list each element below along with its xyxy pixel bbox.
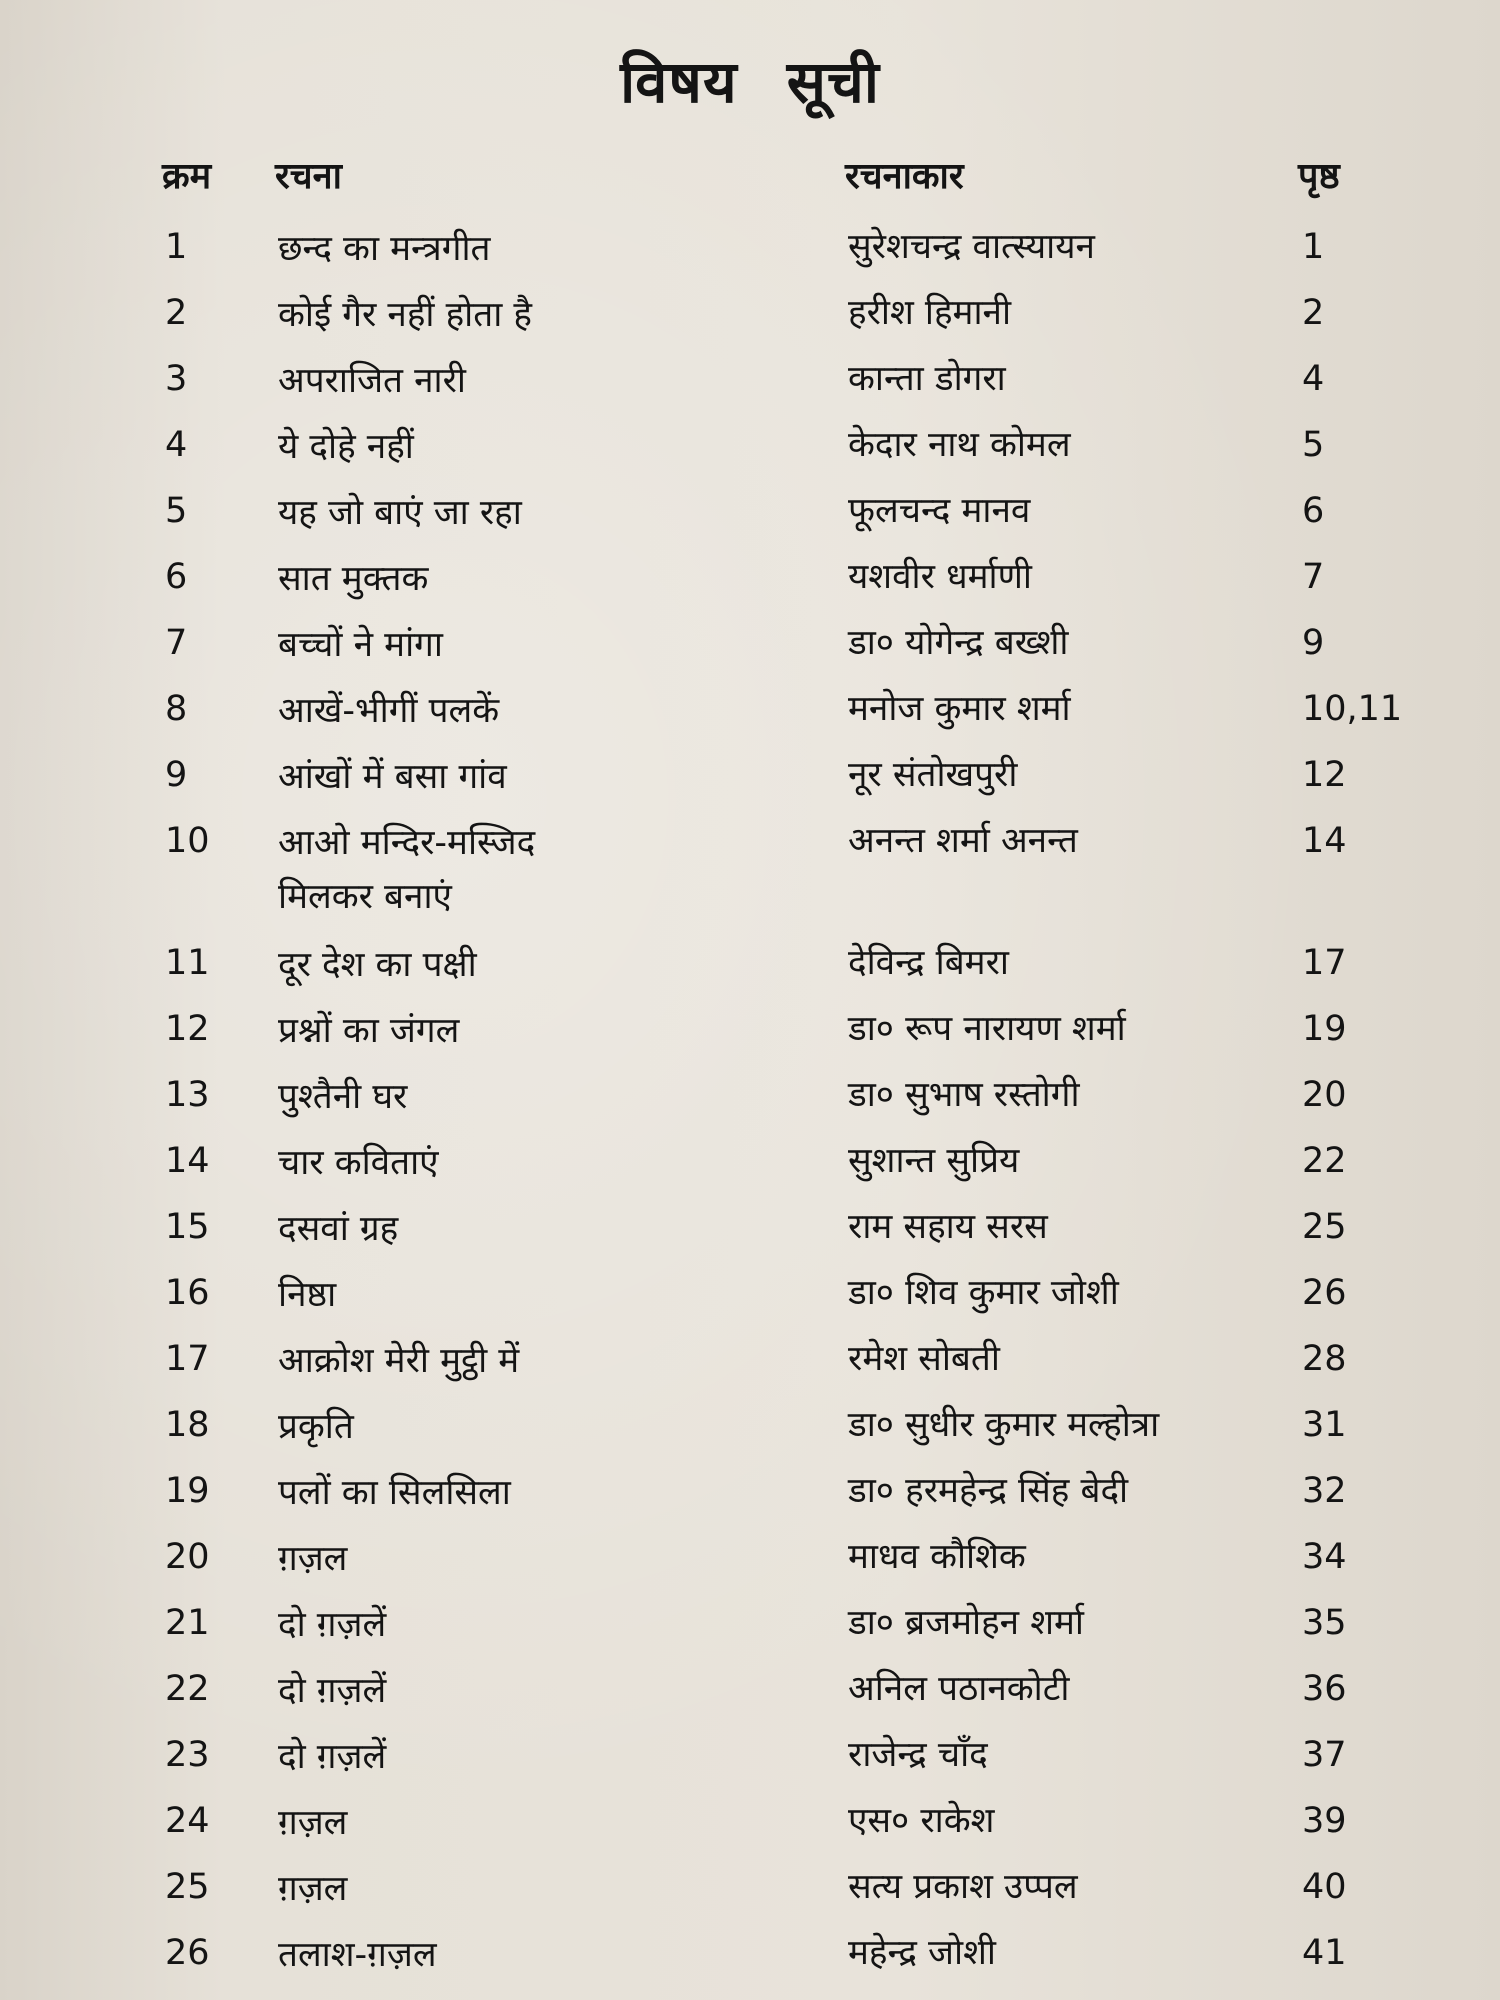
entry-number: 9 — [165, 755, 188, 795]
entry-work: प्रकृति — [278, 1407, 354, 1447]
contents-row — [0, 750, 1500, 816]
contents-row — [0, 354, 1500, 420]
entry-work: अपराजित नारी — [278, 361, 466, 401]
entry-page: 1 — [1302, 227, 1325, 267]
entry-work: पलों का सिलसिला — [278, 1473, 511, 1513]
contents-row — [0, 618, 1500, 684]
entry-page: 40 — [1302, 1867, 1347, 1907]
page-title: विषय सूची — [620, 48, 880, 116]
entry-author: डा० सुधीर कुमार मल्होत्रा — [848, 1405, 1160, 1445]
entry-work: कोई गैर नहीं होता है — [278, 295, 532, 335]
entry-work: आक्रोश मेरी मुट्ठी में — [278, 1341, 520, 1381]
entry-work: दो ग़ज़लें — [278, 1737, 387, 1777]
entry-page: 35 — [1302, 1603, 1347, 1643]
entry-page: 32 — [1302, 1471, 1347, 1511]
entry-work: दूर देश का पक्षी — [278, 945, 477, 985]
entry-page: 25 — [1302, 1207, 1347, 1247]
contents-row — [0, 552, 1500, 618]
entry-number: 20 — [165, 1537, 210, 1577]
entry-number: 15 — [165, 1207, 210, 1247]
entry-number: 3 — [165, 359, 188, 399]
entry-number: 22 — [165, 1669, 210, 1709]
entry-page: 12 — [1302, 755, 1347, 795]
entry-work: ग़ज़ल — [278, 1869, 348, 1909]
entry-number: 17 — [165, 1339, 210, 1379]
entry-work: दसवां ग्रह — [278, 1209, 399, 1249]
entry-page: 20 — [1302, 1075, 1347, 1115]
entry-author: एस० राकेश — [848, 1801, 995, 1841]
contents-row — [0, 486, 1500, 552]
entry-author: महेन्द्र जोशी — [848, 1933, 996, 1973]
entry-work: ग़ज़ल — [278, 1803, 348, 1843]
entry-number: 13 — [165, 1075, 210, 1115]
entry-work: निष्ठा — [278, 1275, 337, 1315]
entry-page: 14 — [1302, 821, 1347, 861]
header-page: पृष्ठ — [1298, 156, 1340, 197]
entry-author: डा० हरमहेन्द्र सिंह बेदी — [848, 1471, 1129, 1511]
entry-number: 25 — [165, 1867, 210, 1907]
entry-number: 8 — [165, 689, 188, 729]
contents-row — [0, 1796, 1500, 1862]
contents-row — [0, 222, 1500, 288]
entry-author: अनिल पठानकोटी — [848, 1669, 1070, 1709]
entry-number: 23 — [165, 1735, 210, 1775]
entry-work: आओ मन्दिर-मस्जिद मिलकर बनाएं — [278, 823, 536, 917]
entry-page: 2 — [1302, 293, 1325, 333]
contents-row — [0, 1862, 1500, 1928]
entry-work: तलाश-ग़ज़ल — [278, 1935, 437, 1975]
entry-page: 26 — [1302, 1273, 1347, 1313]
entry-number: 16 — [165, 1273, 210, 1313]
entry-work: पुश्तैनी घर — [278, 1077, 408, 1117]
entry-work: ये दोहे नहीं — [278, 427, 414, 467]
entry-work: आखें-भीगीं पलकें — [278, 691, 500, 731]
entry-number: 19 — [165, 1471, 210, 1511]
entry-page: 17 — [1302, 943, 1347, 983]
entry-page: 4 — [1302, 359, 1325, 399]
contents-row — [0, 1466, 1500, 1532]
header-author: रचनाकार — [845, 156, 964, 197]
entry-page: 19 — [1302, 1009, 1347, 1049]
entry-work: छन्द का मन्त्रगीत — [278, 229, 491, 269]
entry-page: 10,11 — [1302, 689, 1403, 729]
contents-row — [0, 1730, 1500, 1796]
entry-page: 5 — [1302, 425, 1325, 465]
entry-number: 5 — [165, 491, 188, 531]
entry-page: 31 — [1302, 1405, 1347, 1445]
entry-number: 12 — [165, 1009, 210, 1049]
entry-author: कान्ता डोगरा — [848, 359, 1006, 399]
entry-number: 6 — [165, 557, 188, 597]
entry-author: फूलचन्द मानव — [848, 491, 1031, 531]
entry-author: सुरेशचन्द्र वात्स्यायन — [848, 227, 1095, 267]
entry-number: 7 — [165, 623, 188, 663]
contents-row — [0, 288, 1500, 354]
entry-number: 10 — [165, 821, 210, 861]
entry-work: आंखों में बसा गांव — [278, 757, 507, 797]
contents-row — [0, 1598, 1500, 1664]
entry-author: अनन्त शर्मा अनन्त — [848, 821, 1078, 861]
entry-work: चार कविताएं — [278, 1143, 439, 1183]
contents-row — [0, 1268, 1500, 1334]
entry-number: 18 — [165, 1405, 210, 1445]
contents-row — [0, 1202, 1500, 1268]
entry-author: नूर संतोखपुरी — [848, 755, 1018, 795]
entry-number: 26 — [165, 1933, 210, 1973]
entry-page: 37 — [1302, 1735, 1347, 1775]
header-number: क्रम — [162, 156, 212, 197]
entry-number: 24 — [165, 1801, 210, 1841]
entry-author: केदार नाथ कोमल — [848, 425, 1071, 465]
contents-row — [0, 816, 1500, 938]
contents-list — [0, 222, 1500, 1994]
entry-work: बच्चों ने मांगा — [278, 625, 443, 665]
entry-page: 39 — [1302, 1801, 1347, 1841]
contents-row — [0, 1664, 1500, 1730]
entry-author: राजेन्द्र चाँद — [848, 1735, 988, 1775]
contents-row — [0, 1400, 1500, 1466]
entry-page: 41 — [1302, 1933, 1347, 1973]
entry-author: सत्य प्रकाश उप्पल — [848, 1867, 1078, 1907]
table-header — [0, 150, 1500, 210]
entry-author: मनोज कुमार शर्मा — [848, 689, 1071, 729]
entry-author: माधव कौशिक — [848, 1537, 1026, 1577]
entry-author: देविन्द्र बिमरा — [848, 943, 1009, 983]
entry-author: यशवीर धर्माणी — [848, 557, 1032, 597]
entry-author: डा० योगेन्द्र बख्शी — [848, 623, 1069, 663]
header-work: रचना — [275, 156, 342, 197]
entry-work: प्रश्नों का जंगल — [278, 1011, 460, 1051]
entry-page: 7 — [1302, 557, 1325, 597]
entry-author: राम सहाय सरस — [848, 1207, 1048, 1247]
entry-author: डा० ब्रजमोहन शर्मा — [848, 1603, 1084, 1643]
contents-row — [0, 684, 1500, 750]
contents-row — [0, 1004, 1500, 1070]
entry-number: 14 — [165, 1141, 210, 1181]
contents-row — [0, 420, 1500, 486]
entry-work: सात मुक्तक — [278, 559, 429, 599]
contents-row — [0, 1070, 1500, 1136]
entry-author: डा० रूप नारायण शर्मा — [848, 1009, 1126, 1049]
entry-work: दो ग़ज़लें — [278, 1605, 387, 1645]
entry-number: 11 — [165, 943, 210, 983]
entry-page: 36 — [1302, 1669, 1347, 1709]
entry-author: रमेश सोबती — [848, 1339, 1000, 1379]
contents-row — [0, 1928, 1500, 1994]
contents-row — [0, 1136, 1500, 1202]
contents-row — [0, 938, 1500, 1004]
entry-work: दो ग़ज़लें — [278, 1671, 387, 1711]
entry-number: 2 — [165, 293, 188, 333]
contents-row — [0, 1334, 1500, 1400]
entry-page: 6 — [1302, 491, 1325, 531]
entry-work: यह जो बाएं जा रहा — [278, 493, 522, 533]
contents-row — [0, 1532, 1500, 1598]
entry-work: ग़ज़ल — [278, 1539, 348, 1579]
entry-number: 4 — [165, 425, 188, 465]
entry-author: डा० शिव कुमार जोशी — [848, 1273, 1119, 1313]
entry-page: 9 — [1302, 623, 1325, 663]
entry-number: 1 — [165, 227, 188, 267]
entry-author: डा० सुभाष रस्तोगी — [848, 1075, 1080, 1115]
entry-page: 28 — [1302, 1339, 1347, 1379]
entry-author: हरीश हिमानी — [848, 293, 1012, 333]
entry-author: सुशान्त सुप्रिय — [848, 1141, 1020, 1181]
entry-page: 22 — [1302, 1141, 1347, 1181]
entry-number: 21 — [165, 1603, 210, 1643]
entry-page: 34 — [1302, 1537, 1347, 1577]
